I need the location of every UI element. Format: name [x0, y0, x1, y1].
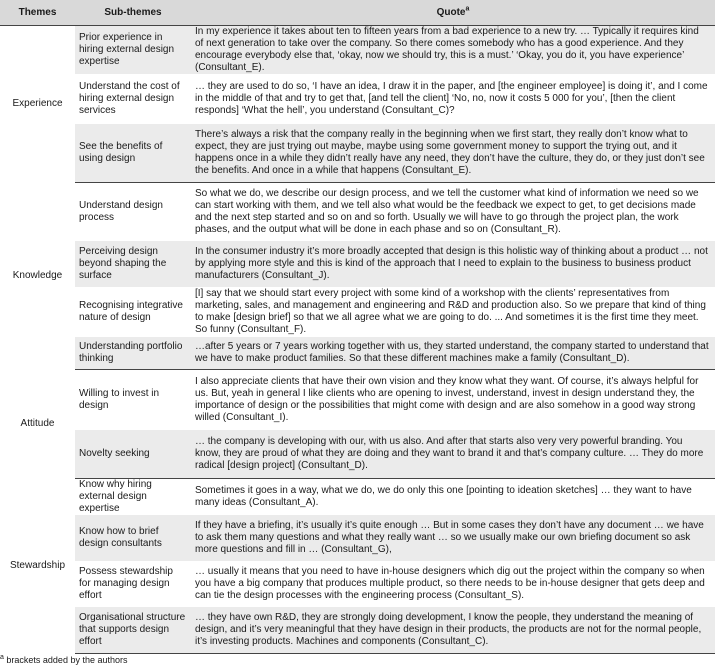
- subtheme-cell: Understand design process: [79, 200, 163, 223]
- header-subthemes: Sub-themes: [75, 0, 191, 26]
- table-row: [0, 26, 715, 75]
- table-row: [0, 370, 715, 431]
- header-quote: [191, 0, 715, 26]
- quote-cell: … they are used to do so, ‘I have an idea, I draw it in the paper, and [the engineer employee] is doing it’, and I come in the middle of that and try to get that, [and tell the client] ‘No, no, now it costs 5 000 for you’, [then the client responds] ‘What the hell’, you understand (Consultant_C)?: [195, 81, 708, 116]
- subtheme-cell: Prior experience in hiring external design expertise: [79, 32, 175, 67]
- theme-cell-stewardship: Stewardship: [9, 560, 66, 571]
- quote-cell: There’s always a risk that the company really in the beginning when we first start, they really don’t know what to expect, they are just trying out maybe, maybe using some government money to support the trying out, and it happens once in a while they didn’t really have any need, they don’t have the culture, they do, or they just don’t see the benefits. And once in a while that happens (Consultant_E).: [195, 129, 705, 176]
- theme-cell-attitude: Attitude: [20, 418, 55, 429]
- table-header-row: [0, 0, 715, 26]
- subtheme-cell: Understanding portfolio thinking: [79, 341, 183, 364]
- quote-cell: [I] say that we should start every project with some kind of a workshop with the clients’ representatives from marketing, sales, and management and engineering and R&D and production also. So we prepare that kind of thing to make [design brief] so that we all agree what we are going to do. ... And sometimes it is the first time they meet. So funny (Consultant_F).: [195, 288, 706, 335]
- quote-cell: … they have own R&D, they are strongly doing development, I know the people, they understand the meaning of design, and it’s very meaningful that they have design in their products, the products are not for the normal people, it’s investing products. Machines and components (Consultant_C).: [195, 612, 702, 647]
- subtheme-cell: Know how to brief design consultants: [79, 526, 162, 549]
- quote-cell: … usually it means that you need to have in-house designers which dig out the project within the company so when you have a big company that produces multiple product, so there needs to be in-house designer that gets deep and can tie the design processes with the engineering process (Consultant_S).: [195, 566, 705, 601]
- subtheme-cell: Organisational structure that supports design effort: [79, 612, 186, 647]
- table-row: [0, 515, 715, 561]
- quote-cell: I also appreciate clients that have their own vision and they know what they want. Of course, it’s always helpful for us. But, yeah in general I like clients who are opening to invest, understand, invest in design understand they, the importance of design or the possibilities that might come with design and are also somehow in a good way strong willed (Consultant_I).: [195, 376, 699, 423]
- footnote-superscript: a: [0, 654, 4, 661]
- theme-cell-knowledge: Knowledge: [12, 270, 63, 281]
- header-quote-label: Quote: [436, 6, 466, 18]
- table-row: [0, 183, 715, 242]
- header-quote-superscript: a: [465, 5, 470, 13]
- subtheme-cell: Recognising integrative nature of design: [79, 300, 183, 323]
- table-row: [0, 479, 715, 516]
- quote-cell: If they have a briefing, it’s usually it’s quite enough … But in some cases they don’t have any document … we have to ask them many questions and what they really want … so we usually make our own briefing document so ask more questions and fill in … (Consultant_G),: [195, 520, 704, 555]
- quote-cell: … the company is developing with our, with us also. And after that starts also very very powerful branding. You know, they are proud of what they are doing and they want to brand it and that’s company culture. … They do more radical [design project] (Consultant_D).: [195, 436, 704, 471]
- table-row: [0, 124, 715, 183]
- table-row: [0, 74, 715, 124]
- table-row: [0, 337, 715, 370]
- subtheme-cell: Possess stewardship for managing design effort: [79, 566, 173, 601]
- subtheme-cell: Willing to invest in design: [79, 388, 160, 411]
- quote-cell: In my experience it takes about ten to fifteen years from a bad experience to a new try. … Typically it requires kind of next generation to take over the company. So there comes somebody who has a good experience. And they encourage everybody else that, ‘okay, now we should try, this is a must.’ ‘Okay, you do it, you have experience’ (Consultant_E).: [195, 26, 699, 73]
- footnote-text: brackets added by the authors: [3, 655, 128, 665]
- subtheme-cell: See the benefits of using design: [79, 141, 163, 164]
- subtheme-cell: Understand the cost of hiring external design services: [79, 81, 180, 116]
- quote-cell: Sometimes it goes in a way, what we do, we do only this one [pointing to ideation sketches] … they want to have many ideas (Consultant_A).: [195, 485, 692, 508]
- quote-cell: So what we do, we describe our design process, and we tell the customer what kind of information we need so we can start working with them, and we tell also what would be the feedback we expect to get, to get decisions made and the next step started and so on and so forth. Usually we will have to go through the project plan, the work phases, and the output what will be done in each phase and so on (Consultant_R).: [195, 188, 699, 235]
- subtheme-cell: Novelty seeking: [79, 448, 150, 459]
- table-row: [0, 430, 715, 479]
- subtheme-cell: Know why hiring external design expertise: [79, 479, 152, 514]
- table-row: [0, 607, 715, 654]
- quote-cell: …after 5 years or 7 years working together with us, they started understand, the company started to understand that we have to make product families. So that these different machines make a family (Consultant_D).: [195, 341, 709, 364]
- table-row: [0, 241, 715, 287]
- theme-cell-experience: Experience: [12, 98, 63, 110]
- quote-cell: In the consumer industry it’s more broadly accepted that design is this holistic way of thinking about a product … not by applying more style and this is kind of the approach that I need to explain to the business to business product manufacturers (Consultant_J).: [195, 246, 708, 281]
- table-row: [0, 561, 715, 607]
- table-footnote: [0, 655, 128, 666]
- subtheme-cell: Perceiving design beyond shaping the surface: [79, 246, 167, 281]
- header-themes: Themes: [0, 0, 75, 26]
- table-row: [0, 287, 715, 337]
